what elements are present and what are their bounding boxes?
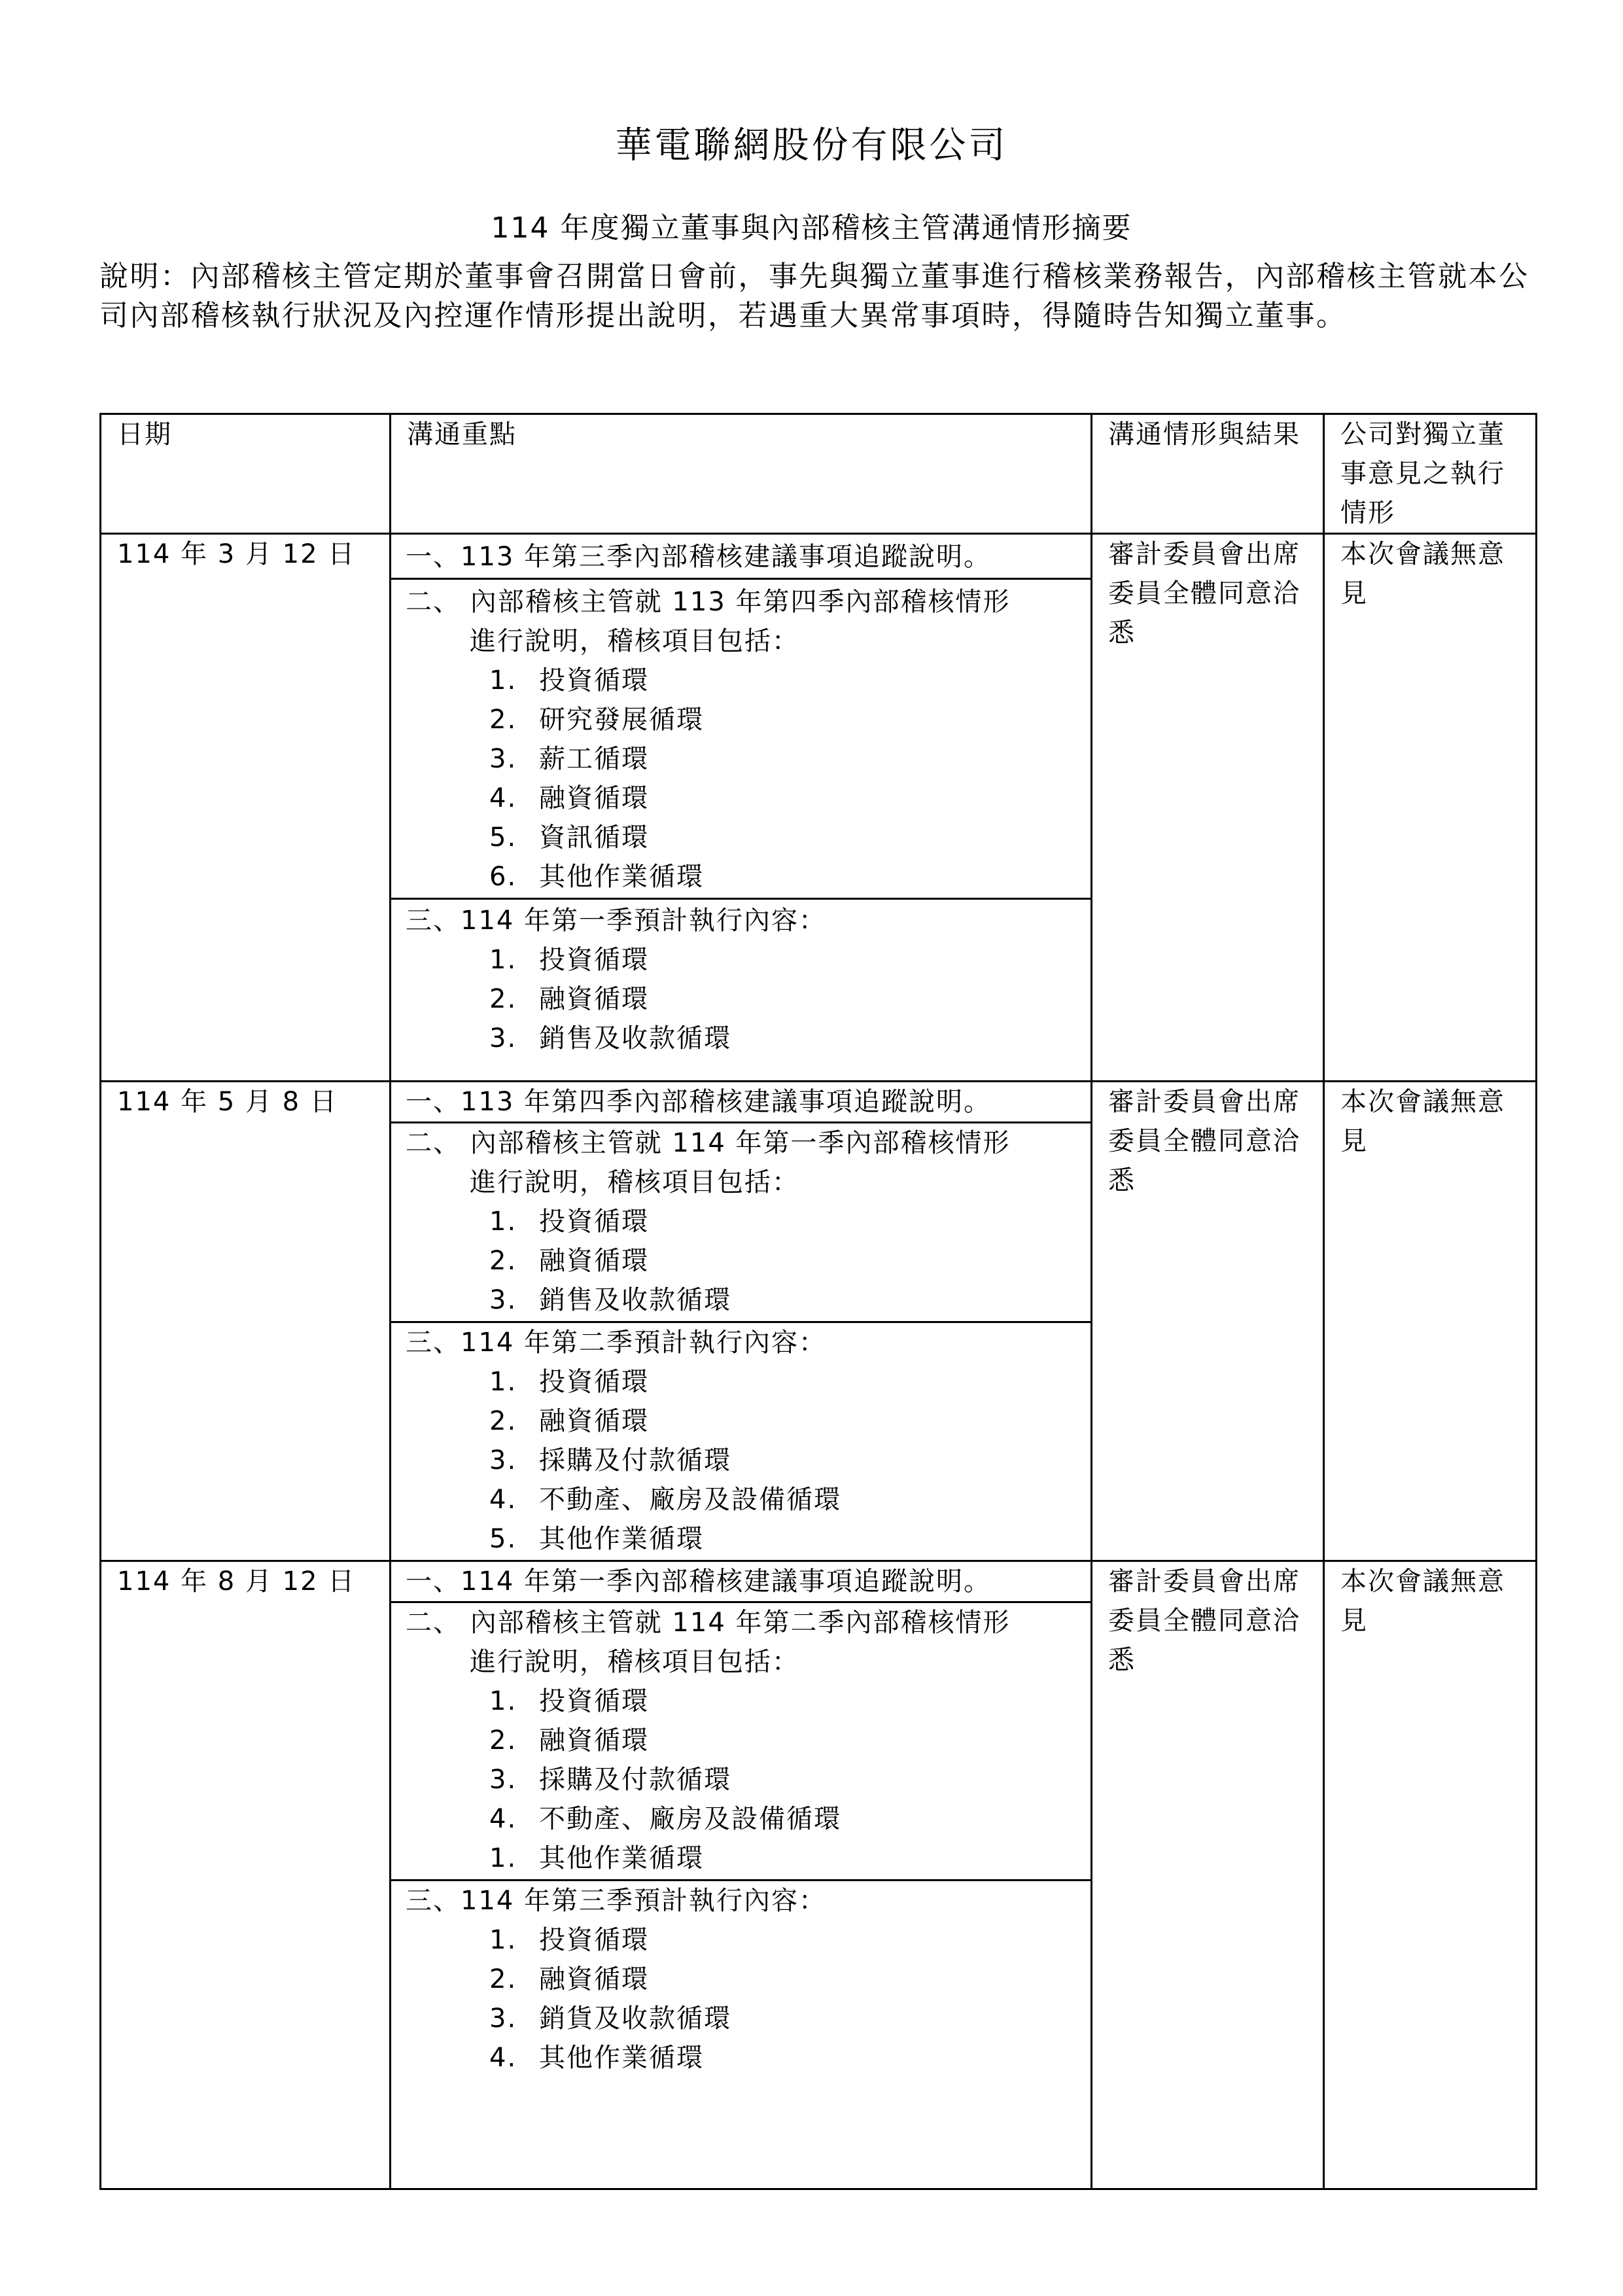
audit-cycle-item	[406, 1019, 1091, 1058]
focus-topic	[391, 898, 1091, 1059]
audit-cycle-item	[406, 1241, 1091, 1280]
topic-heading: 三、114 年第二季預計執行內容：	[406, 1328, 827, 1358]
audit-cycle-item	[406, 1441, 1091, 1480]
item-number: 1.	[489, 1843, 517, 1873]
audit-cycle-item	[406, 739, 1091, 779]
item-number: 2.	[489, 1964, 517, 1994]
meeting-date: 114 年 5 月 8 日	[117, 1087, 338, 1117]
topic-heading: 三、114 年第三季預計執行內容：	[406, 1886, 827, 1916]
response-cell	[1324, 1082, 1537, 1561]
header-date: 日期	[117, 419, 172, 450]
date-cell	[101, 1082, 391, 1561]
item-number: 4.	[489, 2043, 517, 2073]
audit-cycle-item	[406, 1402, 1091, 1441]
item-number: 2.	[489, 1406, 517, 1436]
item-text: 投資循環	[539, 1925, 649, 1955]
item-number: 2.	[489, 705, 517, 735]
result-cell	[1092, 534, 1324, 1082]
topic-heading: 一、113 年第三季內部稽核建議事項追蹤說明。	[406, 542, 992, 572]
table-row	[101, 534, 1537, 1082]
focus-topic	[391, 1321, 1091, 1560]
audit-cycle-item	[406, 1721, 1091, 1760]
result-cell	[1092, 1561, 1324, 2189]
director-opinion-response: 本次會議無意見	[1340, 1087, 1505, 1156]
item-number: 6.	[489, 862, 517, 892]
item-number: 2.	[489, 1725, 517, 1756]
audit-cycle-item	[406, 661, 1091, 700]
item-text: 資訊循環	[539, 822, 649, 853]
audit-cycle-item	[406, 1839, 1091, 1878]
item-text: 投資循環	[539, 665, 649, 696]
focus-topic	[391, 1879, 1091, 2079]
audit-cycle-item	[406, 818, 1091, 857]
audit-cycle-item	[406, 1960, 1091, 1999]
response-cell	[1324, 534, 1537, 1082]
audit-cycle-item	[406, 1480, 1091, 1519]
header-response: 公司對獨立董事意見之執行情形	[1340, 419, 1505, 528]
item-text: 投資循環	[539, 1207, 649, 1237]
item-number: 4.	[489, 783, 517, 813]
item-text: 融資循環	[539, 1406, 649, 1436]
communication-result: 審計委員會出席委員全體同意洽悉	[1108, 1566, 1300, 1675]
director-opinion-response: 本次會議無意見	[1340, 1566, 1505, 1636]
header-date-cell	[101, 414, 391, 534]
item-number: 4.	[489, 1804, 517, 1834]
item-number: 3.	[489, 1023, 517, 1053]
focus-topic	[391, 1562, 1091, 1601]
audit-cycle-item	[406, 1280, 1091, 1320]
item-text: 融資循環	[539, 984, 649, 1014]
item-text: 採購及付款循環	[539, 1445, 731, 1475]
document-subtitle: 114 年度獨立董事與內部稽核主管溝通情形摘要	[491, 211, 1132, 245]
company-title: 華電聯網股份有限公司	[615, 124, 1008, 167]
topic-heading-continued: 進行說明，稽核項目包括：	[470, 1647, 799, 1677]
table-row	[101, 1082, 1537, 1561]
focus-topic	[391, 1082, 1091, 1122]
item-number: 2.	[489, 1246, 517, 1276]
audit-cycle-item	[406, 1999, 1091, 2038]
audit-cycle-item	[406, 779, 1091, 818]
item-number: 2.	[489, 984, 517, 1014]
audit-cycle-item	[406, 1362, 1091, 1402]
audit-cycle-item	[406, 1760, 1091, 1799]
item-text: 採購及付款循環	[539, 1765, 731, 1795]
topic-heading: 二、 內部稽核主管就 114 年第一季內部稽核情形	[406, 1128, 1011, 1158]
item-text: 銷售及收款循環	[539, 1023, 731, 1053]
item-number: 1.	[489, 1367, 517, 1397]
item-text: 研究發展循環	[539, 705, 704, 735]
header-response-cell	[1324, 414, 1537, 534]
item-text: 融資循環	[539, 1246, 649, 1276]
audit-cycle-item	[406, 1202, 1091, 1241]
focus-topic	[391, 1601, 1091, 1879]
table-header-row	[101, 414, 1537, 534]
topic-heading: 二、 內部稽核主管就 113 年第四季內部稽核情形	[406, 587, 1011, 617]
item-text: 融資循環	[539, 783, 649, 813]
date-cell	[101, 1561, 391, 2189]
audit-cycle-item	[406, 857, 1091, 896]
topic-heading: 二、 內部稽核主管就 114 年第二季內部稽核情形	[406, 1608, 1011, 1638]
table-row	[101, 1561, 1537, 2189]
item-number: 3.	[489, 744, 517, 774]
header-focus: 溝通重點	[407, 419, 517, 450]
focus-cell	[391, 1082, 1092, 1561]
focus-cell	[391, 1561, 1092, 2189]
item-number: 1.	[489, 1686, 517, 1716]
audit-cycle-item	[406, 1682, 1091, 1721]
audit-cycle-item	[406, 1920, 1091, 1960]
explanation-note: 說明：內部稽核主管定期於董事會召開當日會前，事先與獨立董事進行稽核業務報告，內部稽核主管就本公司內部稽核執行狀況及內控運作情形提出說明，若遇重大異常事項時，得隨時告知獨立董事。	[99, 260, 1529, 332]
item-number: 5.	[489, 822, 517, 853]
communication-result: 審計委員會出席委員全體同意洽悉	[1108, 539, 1300, 648]
item-text: 其他作業循環	[539, 2043, 704, 2073]
item-number: 1.	[489, 1925, 517, 1955]
communication-result: 審計委員會出席委員全體同意洽悉	[1108, 1087, 1300, 1195]
audit-cycle-item	[406, 940, 1091, 980]
audit-cycle-item	[406, 1799, 1091, 1839]
header-focus-cell	[391, 414, 1092, 534]
date-cell	[101, 534, 391, 1082]
item-text: 其他作業循環	[539, 1843, 704, 1873]
item-number: 3.	[489, 1445, 517, 1475]
director-opinion-response: 本次會議無意見	[1340, 539, 1505, 609]
topic-heading-continued: 進行說明，稽核項目包括：	[470, 626, 799, 656]
focus-topic	[391, 535, 1091, 578]
topic-heading: 一、113 年第四季內部稽核建議事項追蹤說明。	[406, 1087, 992, 1117]
meeting-date: 114 年 8 月 12 日	[117, 1566, 356, 1597]
item-text: 投資循環	[539, 1367, 649, 1397]
item-number: 1.	[489, 945, 517, 975]
item-text: 投資循環	[539, 1686, 649, 1716]
item-number: 1.	[489, 1207, 517, 1237]
item-text: 融資循環	[539, 1725, 649, 1756]
item-number: 1.	[489, 665, 517, 696]
item-number: 3.	[489, 2004, 517, 2034]
item-text: 薪工循環	[539, 744, 649, 774]
header-result-cell	[1092, 414, 1324, 534]
audit-cycle-item	[406, 700, 1091, 739]
item-text: 不動產、廠房及設備循環	[539, 1485, 841, 1515]
audit-cycle-item	[406, 1519, 1091, 1559]
meeting-date: 114 年 3 月 12 日	[117, 539, 356, 569]
item-text: 其他作業循環	[539, 862, 704, 892]
topic-heading: 一、114 年第一季內部稽核建議事項追蹤說明。	[406, 1566, 992, 1597]
focus-topic	[391, 1122, 1091, 1321]
focus-cell	[391, 534, 1092, 1082]
communication-table	[99, 413, 1537, 2190]
item-number: 3.	[489, 1285, 517, 1315]
item-number: 5.	[489, 1524, 517, 1554]
audit-cycle-item	[406, 2038, 1091, 2077]
item-text: 融資循環	[539, 1964, 649, 1994]
audit-cycle-item	[406, 980, 1091, 1019]
response-cell	[1324, 1561, 1537, 2189]
topic-heading: 三、114 年第一季預計執行內容：	[406, 906, 827, 936]
item-number: 3.	[489, 1765, 517, 1795]
result-cell	[1092, 1082, 1324, 1561]
header-result: 溝通情形與結果	[1108, 419, 1300, 450]
item-number: 4.	[489, 1485, 517, 1515]
item-text: 不動產、廠房及設備循環	[539, 1804, 841, 1834]
topic-heading-continued: 進行說明，稽核項目包括：	[470, 1167, 799, 1197]
focus-topic	[391, 578, 1091, 898]
item-text: 銷售及收款循環	[539, 1285, 731, 1315]
item-text: 其他作業循環	[539, 1524, 704, 1554]
item-text: 銷貨及收款循環	[539, 2004, 731, 2034]
item-text: 投資循環	[539, 945, 649, 975]
